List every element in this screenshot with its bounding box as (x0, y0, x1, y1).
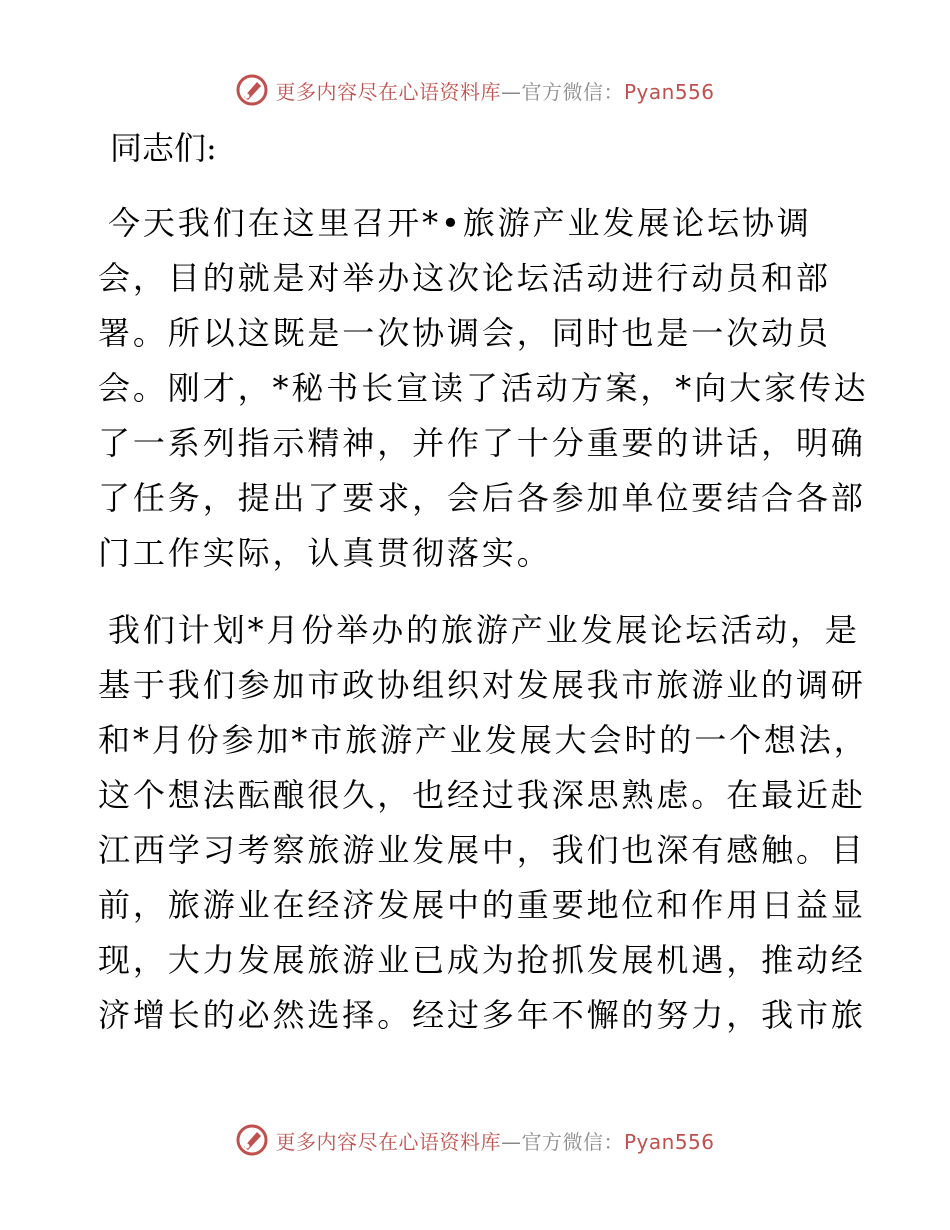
watermark-text (275, 1126, 714, 1155)
paragraph-line: 和*月份参加*市旅游产业发展大会时的一个想法， (98, 721, 869, 759)
watermark-wechat-id: Pyan556 (623, 79, 715, 104)
document-body (98, 122, 869, 1065)
paragraph-line: 门工作实际，认真贯彻落实。 (98, 534, 552, 572)
watermark-dash: — (500, 1129, 522, 1154)
paragraph-line: 了一系列指示精神，并作了十分重要的讲话，明确 (98, 424, 866, 462)
paragraph-1 (98, 196, 869, 581)
footer-watermark (0, 1120, 950, 1160)
paragraph-2 (98, 603, 869, 1043)
paragraph-line: 江西学习考察旅游业发展中，我们也深有感触。目 (98, 831, 866, 869)
paragraph-line: 基于我们参加市政协组织对发展我市旅游业的调研 (98, 666, 866, 704)
greeting: 同志们: (110, 129, 217, 167)
watermark-wechat-label: 官方微信： (521, 79, 624, 104)
paragraph-line: 今天我们在这里召开*•旅游产业发展论坛协调 (108, 204, 812, 242)
watermark-wechat-id: Pyan556 (623, 1129, 715, 1154)
paragraph-line: 济增长的必然选择。经过多年不懈的努力，我市旅 (98, 996, 866, 1034)
paragraph-line: 这个想法酝酿很久，也经过我深思熟虑。在最近赴 (98, 776, 866, 814)
watermark-dash: — (500, 79, 522, 104)
watermark-site-text: 更多内容尽在心语资料库 (275, 79, 501, 104)
paragraph-line: 署。所以这既是一次协调会，同时也是一次动员 (98, 314, 831, 352)
site-logo-icon (235, 73, 269, 107)
site-logo-icon (235, 1123, 269, 1157)
paragraph-line: 了任务，提出了要求，会后各参加单位要结合各部 (98, 479, 866, 517)
watermark-text (275, 76, 714, 105)
paragraph-line: 会。刚才，*秘书长宣读了活动方案，*向大家传达 (98, 369, 869, 407)
header-watermark (0, 70, 950, 110)
paragraph-line: 前，旅游业在经济发展中的重要地位和作用日益显 (98, 886, 866, 924)
paragraph-line: 我们计划*月份举办的旅游产业发展论坛活动，是 (108, 611, 860, 649)
watermark-wechat-label: 官方微信： (521, 1129, 624, 1154)
paragraph-line: 现，大力发展旅游业已成为抢抓发展机遇，推动经 (98, 941, 866, 979)
watermark-site-text: 更多内容尽在心语资料库 (275, 1129, 501, 1154)
paragraph-line: 会，目的就是对举办这次论坛活动进行动员和部 (98, 259, 831, 297)
